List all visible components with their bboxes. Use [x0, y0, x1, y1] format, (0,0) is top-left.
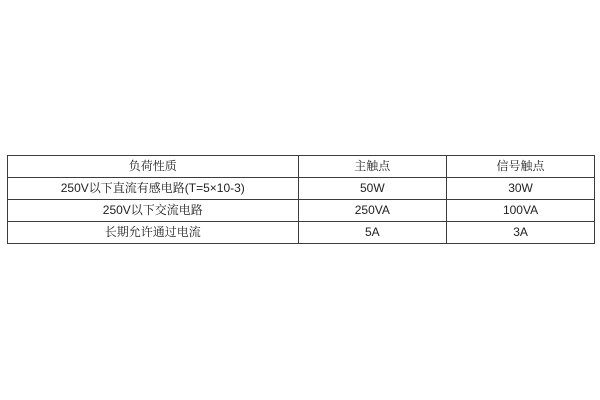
contact-load-rating-table	[7, 155, 595, 244]
cell-load-nature: 250V以下直流有感电路(T=5×10-3)	[8, 178, 299, 200]
header-load-nature: 负荷性质	[8, 156, 299, 178]
header-signal-contact: 信号触点	[447, 156, 595, 178]
table-header-row	[8, 156, 595, 178]
cell-main-contact-value: 5A	[298, 222, 447, 244]
table-row	[8, 200, 595, 222]
cell-signal-contact-value: 3A	[447, 222, 595, 244]
cell-main-contact-value: 50W	[298, 178, 447, 200]
cell-load-nature: 250V以下交流电路	[8, 200, 299, 222]
cell-signal-contact-value: 30W	[447, 178, 595, 200]
table-row	[8, 178, 595, 200]
cell-signal-contact-value: 100VA	[447, 200, 595, 222]
header-main-contact: 主触点	[298, 156, 447, 178]
cell-load-nature: 长期允许通过电流	[8, 222, 299, 244]
cell-main-contact-value: 250VA	[298, 200, 447, 222]
table-row	[8, 222, 595, 244]
